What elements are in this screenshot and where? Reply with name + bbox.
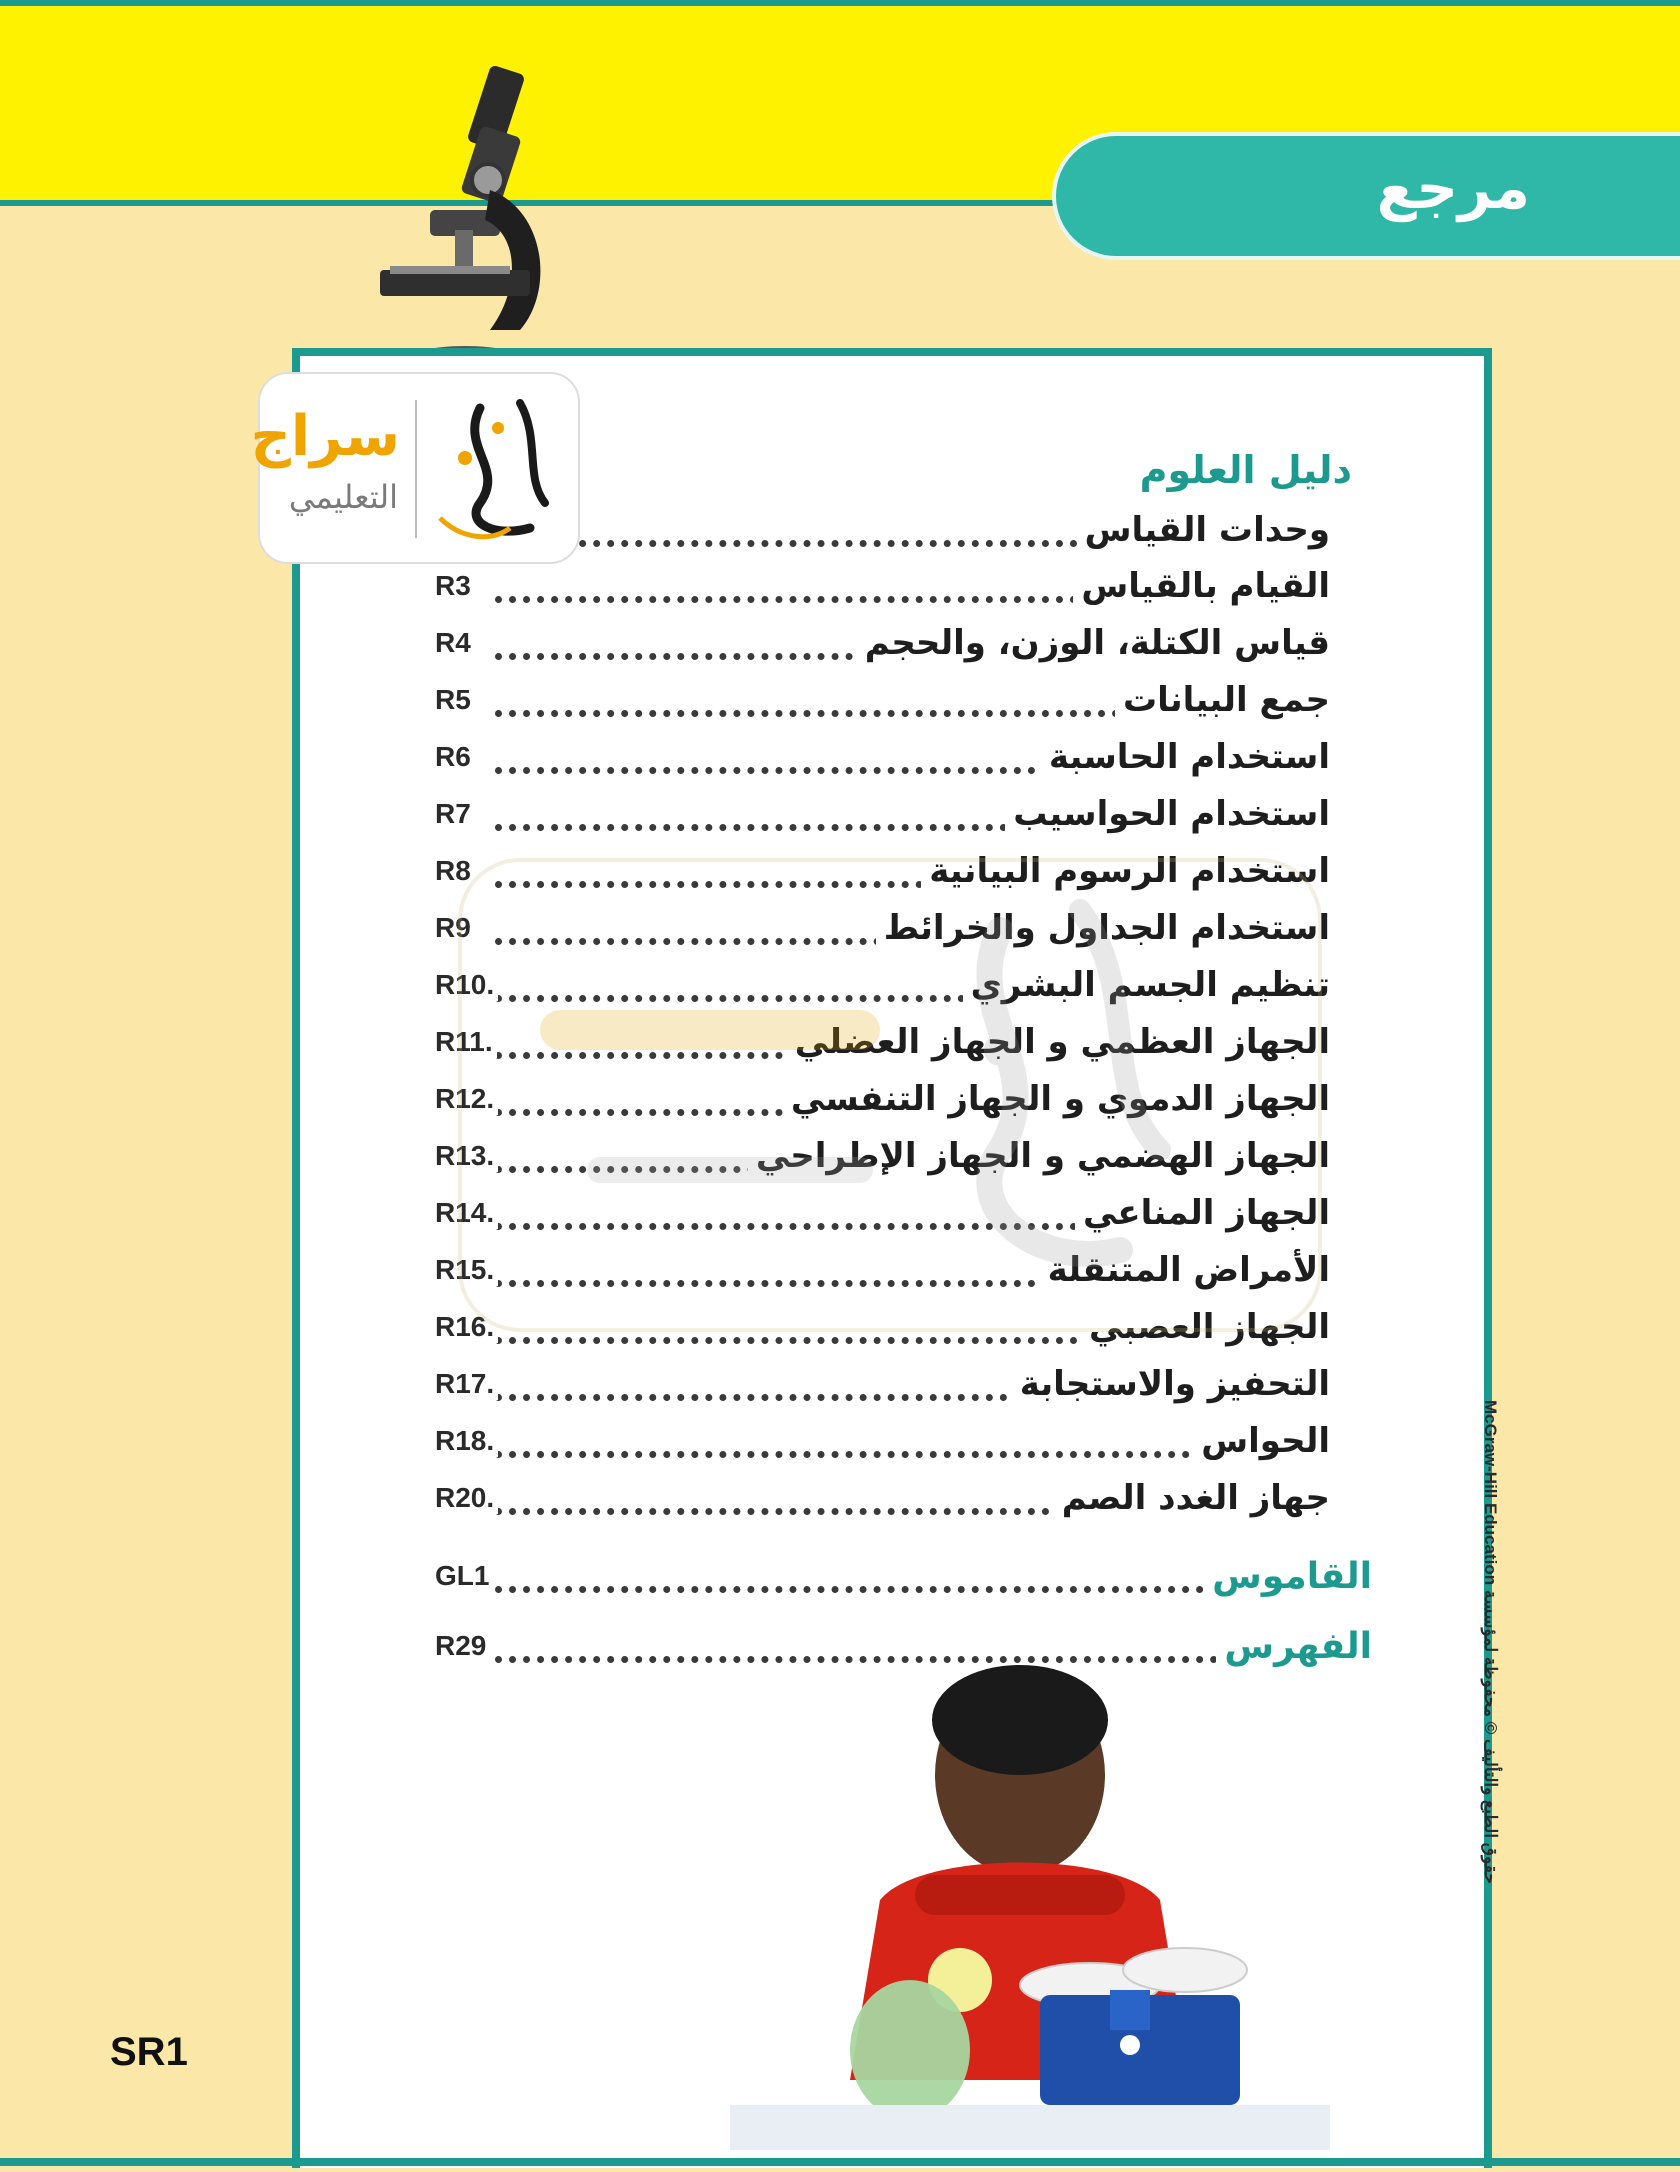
toc-title: قياس الكتلة، الوزن، والحجم	[857, 623, 1330, 663]
page-title-tab	[1052, 132, 1680, 260]
toc-title: القيام بالقياس	[1073, 566, 1330, 606]
toc-page: R3	[435, 570, 475, 602]
toc-page: R4	[435, 627, 475, 659]
toc-title: الفهرس	[1216, 1626, 1372, 1667]
toc-row[interactable]	[435, 676, 1330, 728]
toc-title: الجهاز الهضمي و الجهاز الإطراحي	[748, 1136, 1330, 1176]
watermark	[440, 850, 1340, 1340]
toc-page: R12.	[435, 1083, 498, 1115]
toc-row-glossary[interactable]	[435, 1552, 1372, 1604]
toc-row[interactable]	[435, 1417, 1330, 1469]
toc-title: الجهاز العظمي و الجهاز العضلي	[787, 1022, 1330, 1062]
toc-page: R29	[435, 1630, 490, 1662]
logo-calligraphy-icon	[410, 388, 570, 552]
toc-title: التحفيز والاستجابة	[1012, 1364, 1330, 1404]
toc-row[interactable]	[435, 733, 1330, 785]
toc-page: R5	[435, 684, 475, 716]
logo-wordmark: سراج	[250, 404, 400, 469]
page-number: SR1	[110, 2030, 188, 2074]
microscope-illustration	[370, 60, 570, 380]
toc-title: وحدات القياس	[1077, 510, 1330, 550]
student-with-balance-photo	[730, 1650, 1330, 2150]
toc-page: R20.	[435, 1482, 498, 1514]
toc-title: الحواس	[1193, 1421, 1330, 1461]
toc-row[interactable]	[435, 1474, 1330, 1526]
toc-title: الجهاز الدموي و الجهاز التنفسي	[783, 1079, 1330, 1119]
publisher-logo	[250, 372, 580, 564]
toc-page: R15.	[435, 1254, 498, 1286]
toc-page: R9	[435, 912, 475, 944]
toc-page: R18.	[435, 1425, 498, 1457]
toc-row[interactable]	[435, 790, 1330, 842]
toc-page: GL1	[435, 1560, 493, 1592]
toc-title: الجهاز العصبي	[1081, 1307, 1330, 1347]
toc-page: R6	[435, 741, 475, 773]
toc-page: R14.	[435, 1197, 498, 1229]
toc-page: R11.	[435, 1026, 497, 1058]
toc-title: جهاز الغدد الصم	[1054, 1478, 1330, 1518]
toc-title: الأمراض المتنقلة	[1040, 1250, 1330, 1290]
toc-page: R16.	[435, 1311, 498, 1343]
toc-title: استخدام الجداول والخرائط	[876, 908, 1330, 948]
toc-page: R8	[435, 855, 475, 887]
toc-page: R13.	[435, 1140, 498, 1172]
toc-row[interactable]	[435, 562, 1330, 614]
toc-title: استخدام الرسوم البيانية	[921, 851, 1330, 891]
toc-row[interactable]	[435, 619, 1330, 671]
page-title: مرجع	[1376, 154, 1530, 222]
copyright-credit: حقوق الطبع والتأليف © محفوظة لمؤسسة McGraw-Hill Education	[1481, 1400, 1500, 1884]
bottom-rule	[0, 2158, 1680, 2166]
toc-title: استخدام الحواسيب	[1005, 794, 1330, 834]
toc-page: R17.	[435, 1368, 498, 1400]
toc-title: القاموس	[1204, 1556, 1372, 1597]
logo-subtitle: التعليمي	[288, 478, 398, 516]
toc-title: الجهاز المناعي	[1075, 1193, 1330, 1233]
toc-title: جمع البيانات	[1115, 680, 1330, 720]
section-heading: دليل العلوم	[1139, 448, 1352, 492]
toc-page: R10.	[435, 969, 498, 1001]
toc-title: استخدام الحاسبة	[1041, 737, 1330, 777]
toc-row[interactable]	[435, 1360, 1330, 1412]
toc-page: R7	[435, 798, 475, 830]
toc-title: تنظيم الجسم البشري	[963, 965, 1330, 1005]
